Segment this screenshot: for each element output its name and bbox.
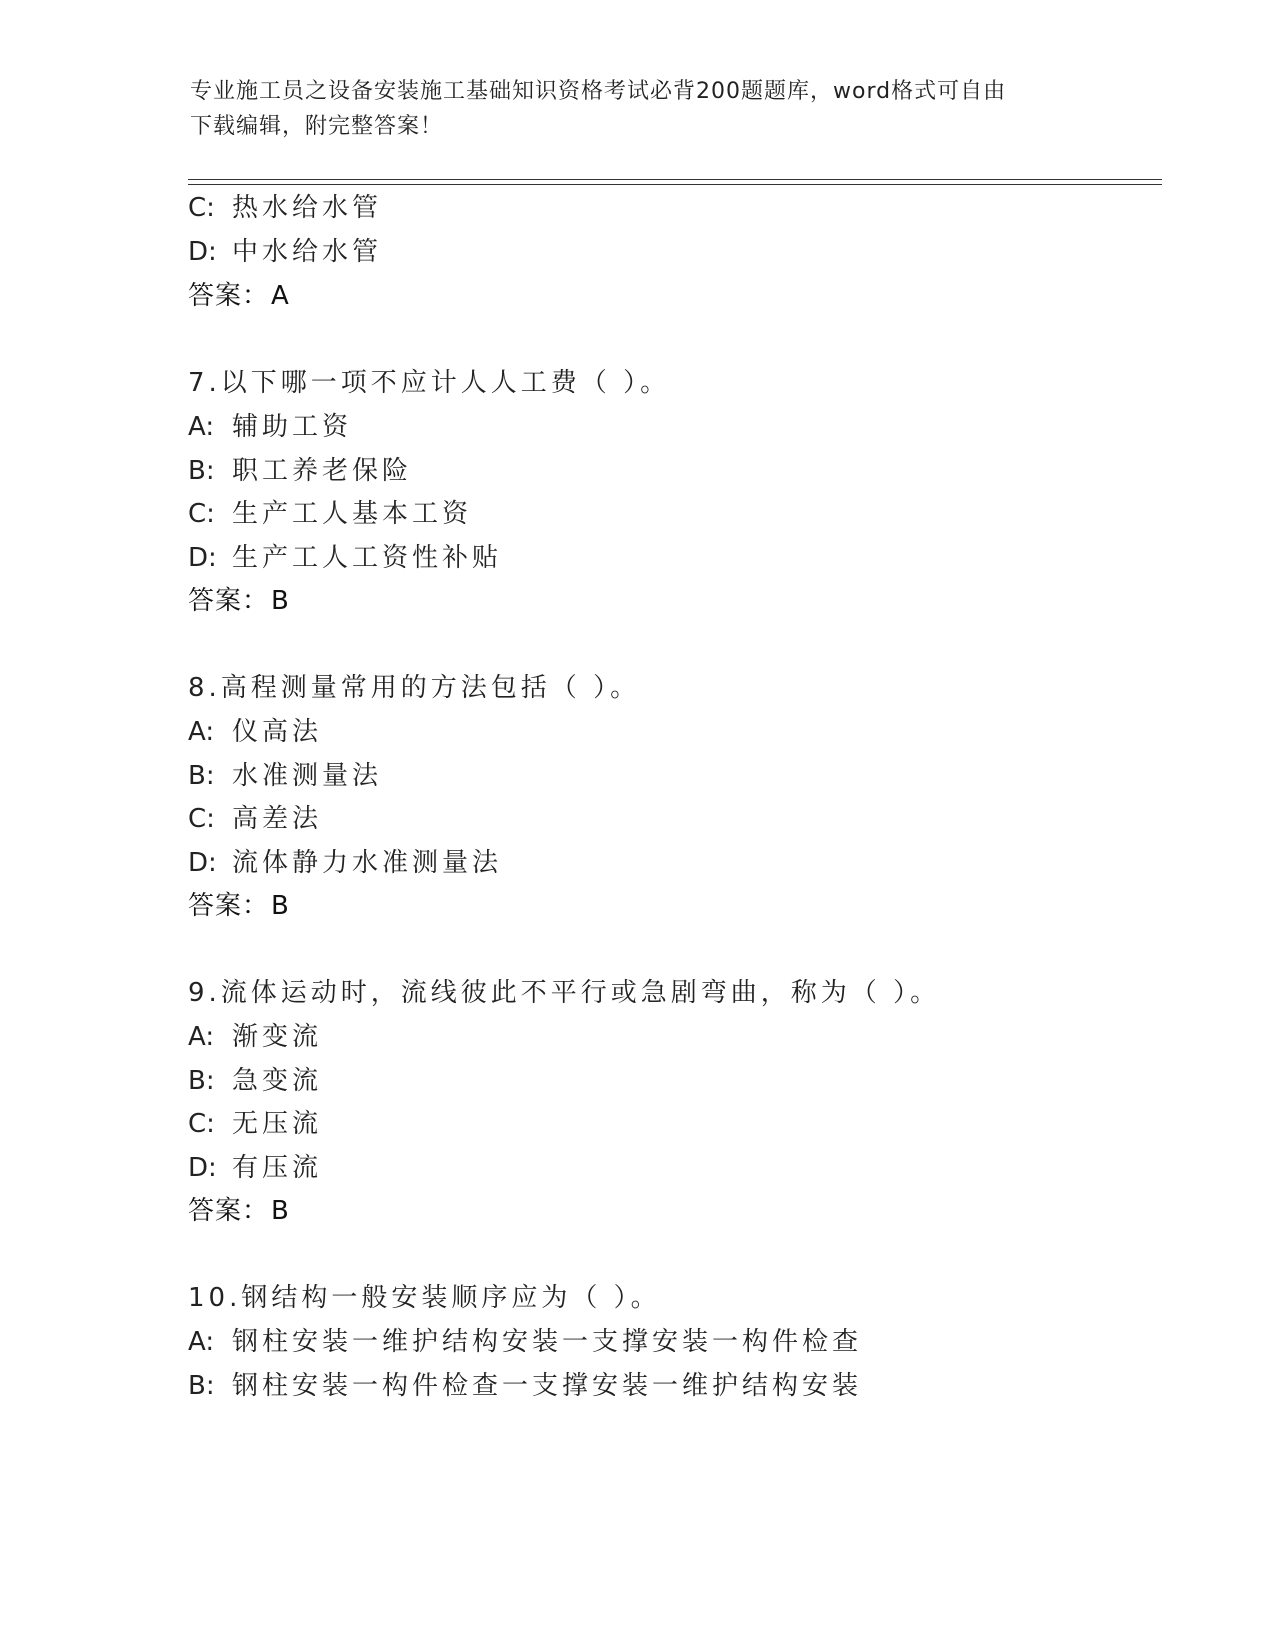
question-stem-8: 8.高程测量常用的方法包括（ ）。 xyxy=(188,673,641,703)
option-c: C: 高差法 xyxy=(188,804,323,834)
answer: 答案：B xyxy=(188,1196,290,1226)
header-line-1: 专业施工员之设备安装施工基础知识资格考试必背200题题库，word格式可自由 xyxy=(190,79,1007,104)
option-b: B: 水准测量法 xyxy=(188,761,383,791)
option-d: D: 有压流 xyxy=(188,1153,323,1183)
question-stem-10: 10.钢结构一般安装顺序应为（ ）。 xyxy=(188,1283,661,1313)
option-d: D: 生产工人工资性补贴 xyxy=(188,543,503,573)
answer: 答案：B xyxy=(188,891,290,921)
option-c: C: 无压流 xyxy=(188,1109,323,1139)
question-stem-7: 7.以下哪一项不应计人人工费（ ）。 xyxy=(188,368,671,398)
answer: 答案：A xyxy=(188,281,290,311)
header-title xyxy=(190,74,1090,144)
option-b: B: 急变流 xyxy=(188,1066,323,1096)
option-c: C: 生产工人基本工资 xyxy=(188,499,473,529)
option-d: D: 流体静力水准测量法 xyxy=(188,848,503,878)
option-a: A: 仪高法 xyxy=(188,717,323,747)
option-a: A: 辅助工资 xyxy=(188,412,353,442)
option-c: C: 热水给水管 xyxy=(188,193,383,223)
header-line-2: 下载编辑，附完整答案！ xyxy=(190,114,444,139)
header-double-rule xyxy=(188,179,1162,185)
option-b: B: 钢柱安装一构件检查一支撑安装一维护结构安装 xyxy=(188,1371,863,1401)
answer: 答案：B xyxy=(188,586,290,616)
question-stem-9: 9.流体运动时，流线彼此不平行或急剧弯曲，称为（ ）。 xyxy=(188,978,941,1008)
option-a: A: 钢柱安装一维护结构安装一支撑安装一构件检查 xyxy=(188,1327,863,1357)
option-a: A: 渐变流 xyxy=(188,1022,323,1052)
option-d: D: 中水给水管 xyxy=(188,237,383,267)
option-b: B: 职工养老保险 xyxy=(188,456,413,486)
